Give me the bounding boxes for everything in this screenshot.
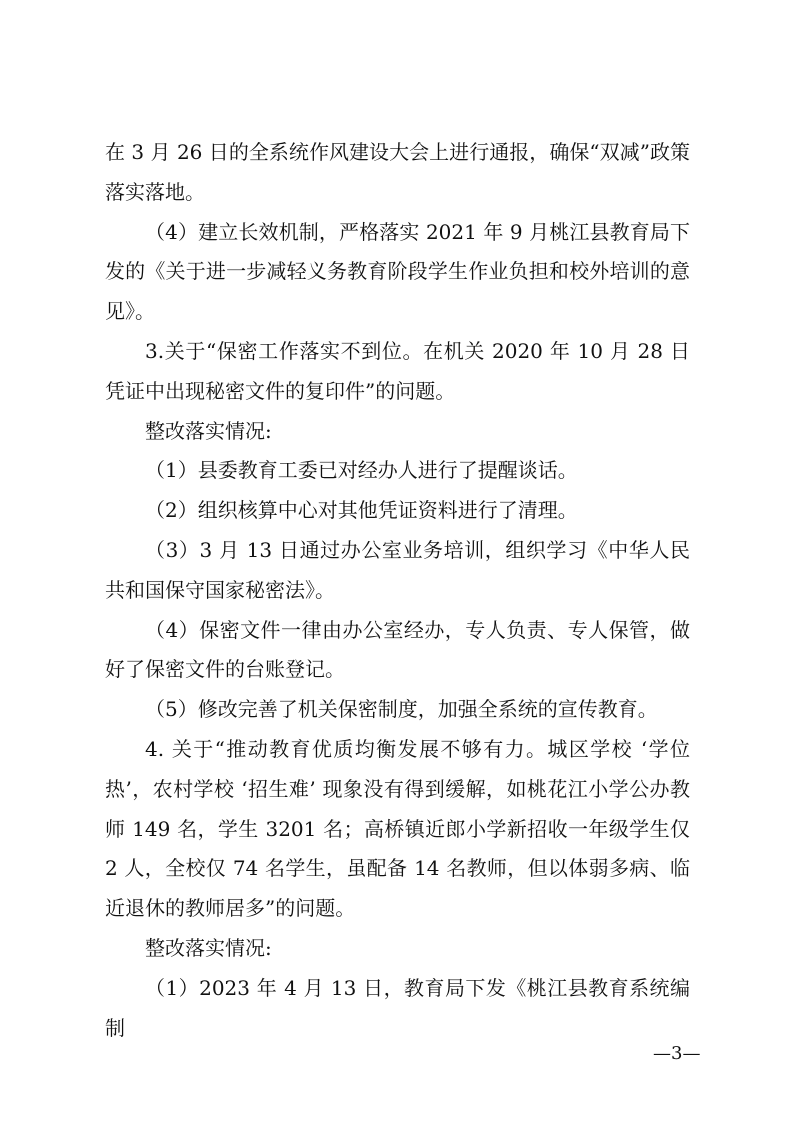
paragraph-2: （4）建立长效机制，严格落实 2021 年 9 月桃江县教育局下发的《关于进一步减轻义务教育阶段学生作业负担和校外培训的意见》。 — [105, 219, 690, 324]
page-number: —3— — [653, 1043, 701, 1064]
paragraph-10: 4. 关于“推动教育优质均衡发展不够有力。城区学校 ‘学位热’，农村学校 ‘招生难’ 现象没有得到缓解，如桃花江小学公办教师 149 名，学生 3201 名；高桥镇近郎小学新招收一年级学生仅 2 人，全校仅 74 名学生，虽配备 14 名教师，但以体弱多病、临近退休的教师居多”的问题。 — [105, 736, 690, 921]
paragraph-4: 整改落实情况: — [145, 418, 272, 443]
paragraph-9: （5）修改完善了机关保密制度，加强全系统的宣传教育。 — [145, 697, 658, 722]
paragraph-7: （3）3 月 13 日通过办公室业务培训，组织学习《中华人民共和国保守国家秘密法》。 — [105, 537, 690, 602]
paragraph-12: （1）2023 年 4 月 13 日，教育局下发《桃江县教育系统编制 — [105, 975, 690, 1040]
paragraph-5: （1）县委教育工委已对经办人进行了提醒谈话。 — [145, 458, 578, 483]
body-text — [105, 133, 690, 1048]
paragraph-11: 整改落实情况: — [145, 935, 272, 960]
paragraph-1: 在 3 月 26 日的全系统作风建设大会上进行通报，确保“双减”政策落实落地。 — [105, 140, 690, 204]
paragraph-8: （4）保密文件一律由办公室经办，专人负责、专人保管，做好了保密文件的台账登记。 — [105, 617, 690, 682]
paragraph-6: （2）组织核算中心对其他凭证资料进行了清理。 — [145, 498, 578, 523]
paragraph-3: 3.关于“保密工作落实不到位。在机关 2020 年 10 月 28 日凭证中出现秘密文件的复印件”的问题。 — [105, 338, 690, 403]
